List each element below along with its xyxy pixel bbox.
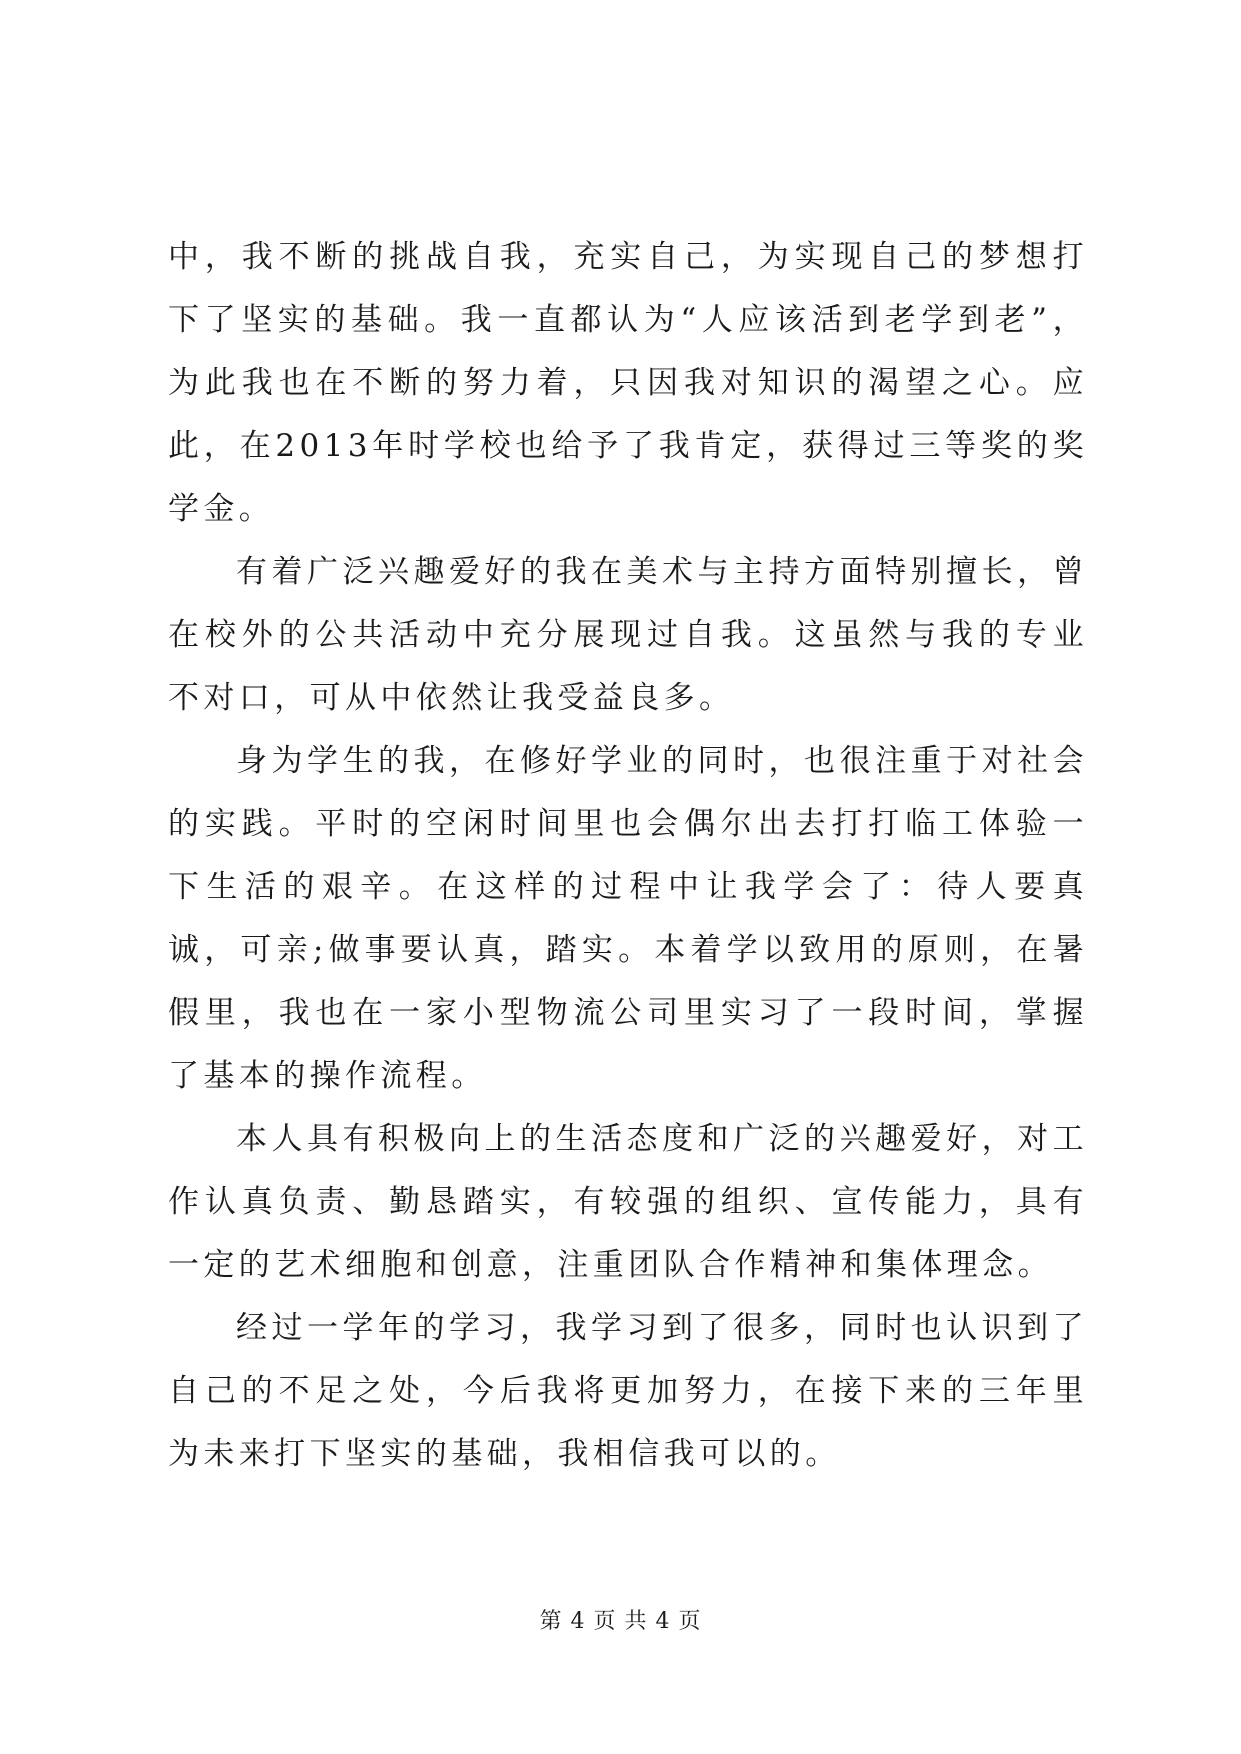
paragraph-5: 经过一学年的学习，我学习到了很多，同时也认识到了自己的不足之处，今后我将更加努力，在接下来的三年里为未来打下坚实的基础，我相信我可以的。 bbox=[168, 1310, 1088, 1472]
document-body bbox=[168, 226, 1088, 1486]
paragraph-3: 身为学生的我，在修好学业的同时，也很注重于对社会的实践。平时的空闲时间里也会偶尔出去打打临工体验一下生活的艰辛。在这样的过程中让我学会了：待人要真诚，可亲;做事要认真，踏实。本着学以致用的原则，在暑假里，我也在一家小型物流公司里实习了一段时间，掌握了基本的操作流程。 bbox=[168, 743, 1088, 1094]
paragraph-4: 本人具有积极向上的生活态度和广泛的兴趣爱好，对工作认真负责、勤恳踏实，有较强的组织、宣传能力，具有一定的艺术细胞和创意，注重团队合作精神和集体理念。 bbox=[168, 1121, 1088, 1283]
paragraph-1: 中，我不断的挑战自我，充实自己，为实现自己的梦想打下了坚实的基础。我一直都认为“人应该活到老学到老”，为此我也在不断的努力着，只因我对知识的渴望之心。应此，在2013年时学校也给予了我肯定，获得过三等奖的奖学金。 bbox=[168, 239, 1088, 527]
page-number-footer: 第 4 页 共 4 页 bbox=[539, 1609, 702, 1634]
paragraph-2: 有着广泛兴趣爱好的我在美术与主持方面特别擅长，曾在校外的公共活动中充分展现过自我。这虽然与我的专业不对口，可从中依然让我受益良多。 bbox=[168, 554, 1088, 716]
